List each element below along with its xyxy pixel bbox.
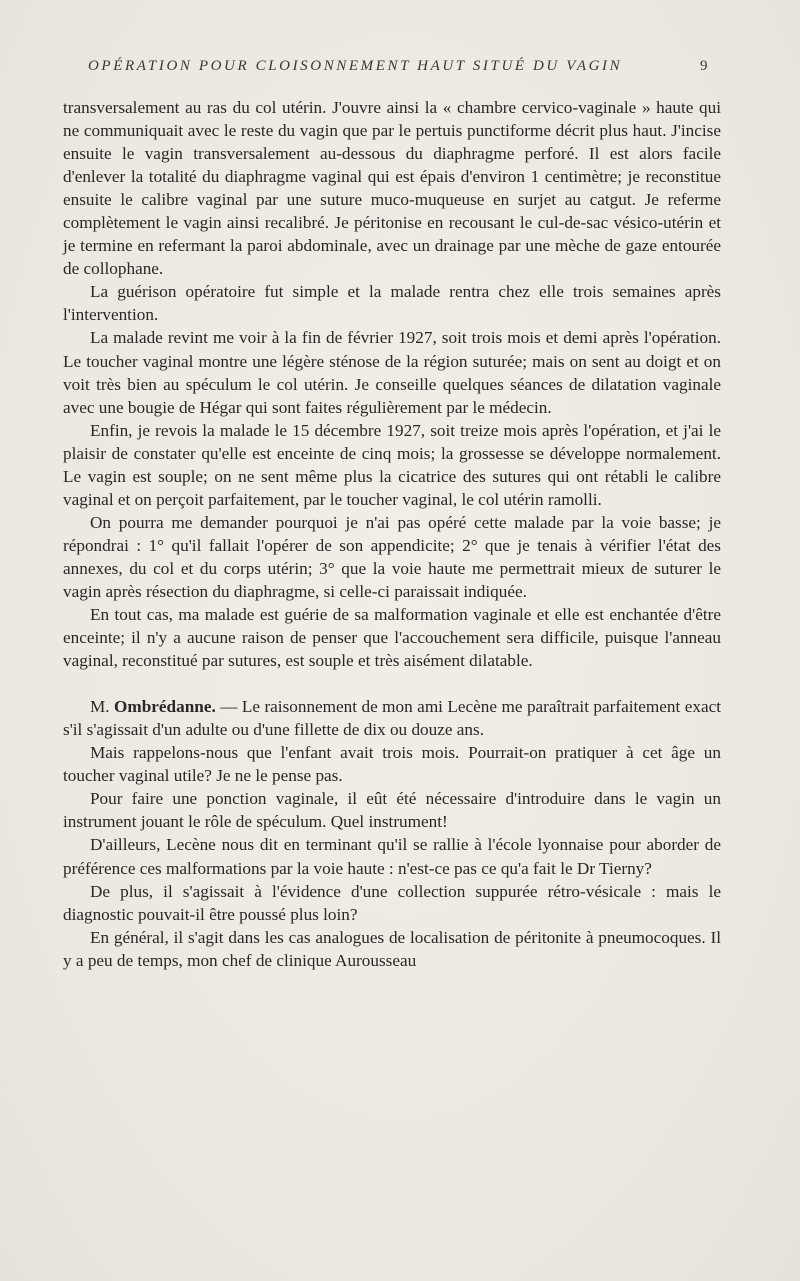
discussion-paragraph-6: En général, il s'agit dans les cas analogues de localisation de péritonite à pneumocoques. Il y a peu de temps, mon chef de clinique Aurousseau	[63, 927, 721, 970]
body-text	[63, 96, 721, 972]
speaker-statement: — Le raisonnement de mon ami Lecène me paraîtrait parfaitement exact s'il s'agissait d'un adulte ou d'une fillette de dix ou douze ans.	[63, 697, 721, 740]
paragraph-conclusion: En tout cas, ma malade est guérie de sa malformation vaginale et elle est enchantée d'être enceinte; il n'y a aucune raison de penser que l'accouchement sera difficile, puisque l'anneau vaginal, reconstitué par sutures, est souple et très aisément dilatable.	[63, 605, 721, 671]
page-number: 9	[700, 58, 708, 74]
discussion-paragraph-5: De plus, il s'agissait à l'évidence d'une collection suppurée rétro-vésicale : mais le diagnostic pouvait-il être poussé plus loin?	[63, 881, 721, 924]
running-title: OPÉRATION POUR CLOISONNEMENT HAUT SITUÉ DU VAGIN	[88, 58, 623, 74]
paragraph-recovery: La guérison opératoire fut simple et la malade rentra chez elle trois semaines après l'intervention.	[63, 282, 721, 325]
running-head	[0, 58, 800, 82]
paragraph-continuation: transversalement au ras du col utérin. J'ouvre ainsi la « chambre cervico-vaginale » haute qui ne communiquait avec le reste du vagin que par le pertuis punctiforme décrit plus haut. J'incise ensuite le vagin transversalement au-dessous du diaphragme perforé. Il est alors facile d'enlever la totalité du diaphragme vaginal qui est épais d'environ 1 centimètre; je reconstitue ensuite le calibre vaginal par une suture muco-muqueuse en surjet au catgut. Je referme complètement le vagin ainsi recalibré. Je péritonise en recousant le cul-de-sac vésico-utérin et je termine en refermant la paroi abdominale, avec un drainage par une mèche de gaze entourée de collophane.	[63, 98, 721, 279]
discussion-paragraph-3: Pour faire une ponction vaginale, il eût été nécessaire d'introduire dans le vagin un instrument jouant le rôle de spéculum. Quel instrument!	[63, 789, 721, 832]
discussion-paragraph-4: D'ailleurs, Lecène nous dit en terminant qu'il se rallie à l'école lyonnaise pour aborder de préférence ces malformations par la voie haute : n'est-ce pas ce qu'a fait le Dr Tierny?	[63, 835, 721, 878]
paragraph-follow-up-february: La malade revint me voir à la fin de février 1927, soit trois mois et demi après l'opération. Le toucher vaginal montre une légère sténose de la région suturée; mais on sent au doigt et on voit très bien au spéculum le col utérin. Je conseille quelques séances de dilatation vaginale avec une bougie de Hégar qui sont faites régulièrement par le médecin.	[63, 328, 721, 417]
paragraph-approach-justification: On pourra me demander pourquoi je n'ai pas opéré cette malade par la voie basse; je répondrai : 1° qu'il fallait l'opérer de son appendicite; 2° que je tenais à vérifier l'état des annexes, du col et du corps utérin; 3° que la voie haute me permettrait mieux de suturer le vagin après résection du diaphragme, si celle-ci paraissait indiquée.	[63, 512, 721, 601]
paragraph-follow-up-december: Enfin, je revois la malade le 15 décembre 1927, soit treize mois après l'opération, et j'ai le plaisir de constater qu'elle est enceinte de cinq mois; la grossesse se développe normalement. Le vagin est souple; on ne sent même plus la cicatrice des sutures qui ont rétabli le calibre vaginal et on perçoit parfaitement, par le toucher vaginal, le col utérin ramolli.	[63, 420, 721, 509]
discussion-paragraph-1	[63, 695, 721, 741]
speaker-name: Ombrédanne.	[114, 697, 216, 717]
speaker-prefix: M.	[90, 697, 115, 717]
discussion-paragraph-2: Mais rappelons-nous que l'enfant avait trois mois. Pourrait-on pratiquer à cet âge un toucher vaginal utile? Je ne le pense pas.	[63, 743, 721, 786]
